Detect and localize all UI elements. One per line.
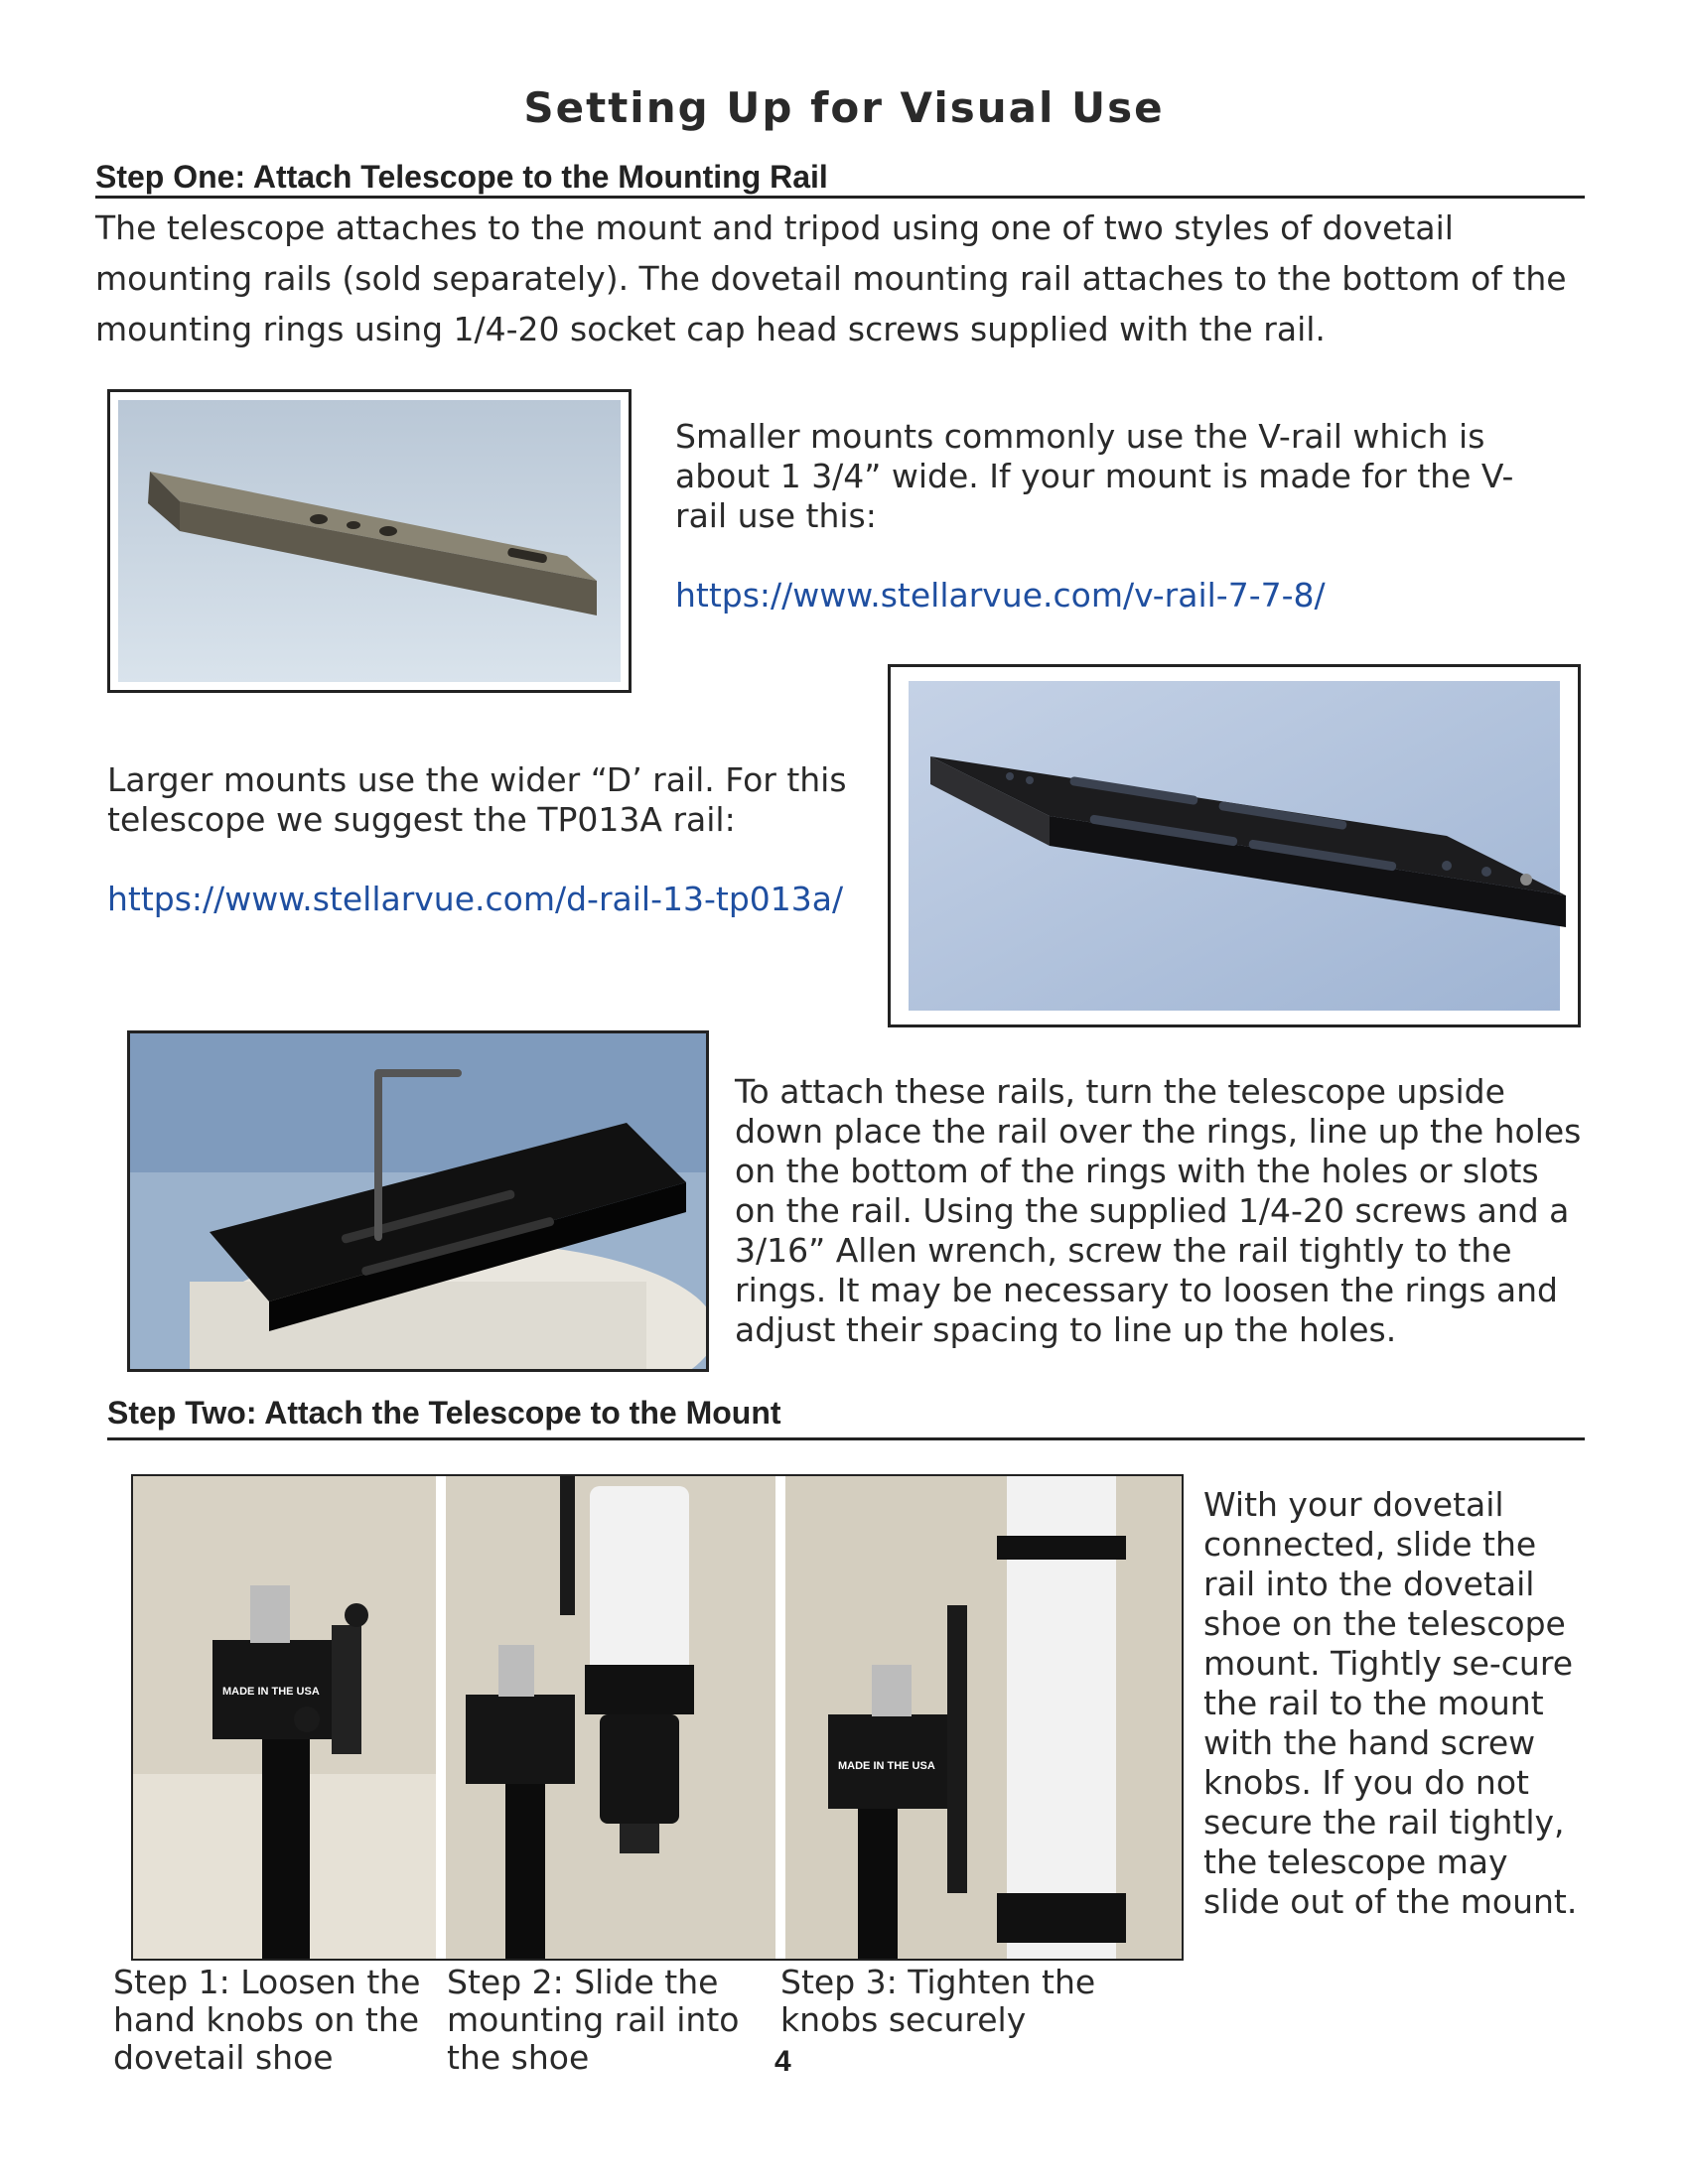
step-one-rule	[95, 196, 1585, 199]
caption-step-1: Step 1: Loosen the hand knobs on the dovetail shoe	[113, 1963, 421, 2077]
v-rail-link[interactable]: https://www.stellarvue.com/v-rail-7-7-8/	[675, 576, 1326, 614]
made-in-usa-label: MADE IN THE USA	[222, 1686, 320, 1698]
step-one-heading: Step One: Attach Telescope to the Mounting Rail	[95, 159, 828, 195]
page-number: 4	[774, 2045, 791, 2078]
mount-photo-strip	[131, 1474, 1184, 1961]
d-rail-text: Larger mounts use the wider “D’ rail. For this telescope we suggest the TP013A rail:	[107, 760, 847, 839]
caption-step-2: Step 2: Slide the mounting rail into the shoe	[447, 1963, 740, 2077]
step-two-heading: Step Two: Attach the Telescope to the Mount	[107, 1395, 781, 1431]
step-two-text: With your dovetail connected, slide the rail into the dovetail shoe on the telescope mount. Tightly se-cure the rail to the mount with the hand screw knobs. If you do not secure the rail tightly, the telescope may slide out of the mount.	[1203, 1485, 1578, 1921]
page-title: Setting Up for Visual Use	[523, 83, 1165, 132]
attach-text: To attach these rails, turn the telescope upside down place the rail over the rings, line up the holes on the bottom of the rings with the holes or slots on the rail. Using the supplied 1/4-20 screws and a 3/16” Allen wrench, screw the rail tightly to the rings. It may be necessary to loosen the rings and adjust their spacing to line up the holes.	[735, 1072, 1582, 1349]
step-one-intro: The telescope attaches to the mount and tripod using one of two styles of dovetail mounting rails (sold separately). The dovetail mounting rail attaches to the bottom of the mounting rings using 1/4-20 socket cap head screws supplied with the rail.	[95, 208, 1567, 348]
v-rail-text: Smaller mounts commonly use the V-rail which is about 1 3/4” wide. If your mount is made for the V-rail use this:	[675, 417, 1514, 535]
v-rail-photo	[107, 389, 632, 693]
d-rail-photo	[888, 664, 1581, 1027]
d-rail-link[interactable]: https://www.stellarvue.com/d-rail-13-tp013a/	[107, 880, 844, 918]
attach-rail-photo	[127, 1030, 709, 1372]
svg-text:MADE IN THE USA: MADE IN THE USA	[838, 1760, 935, 1772]
step-two-rule	[107, 1437, 1585, 1440]
caption-step-3: Step 3: Tighten the knobs securely	[780, 1963, 1096, 2039]
